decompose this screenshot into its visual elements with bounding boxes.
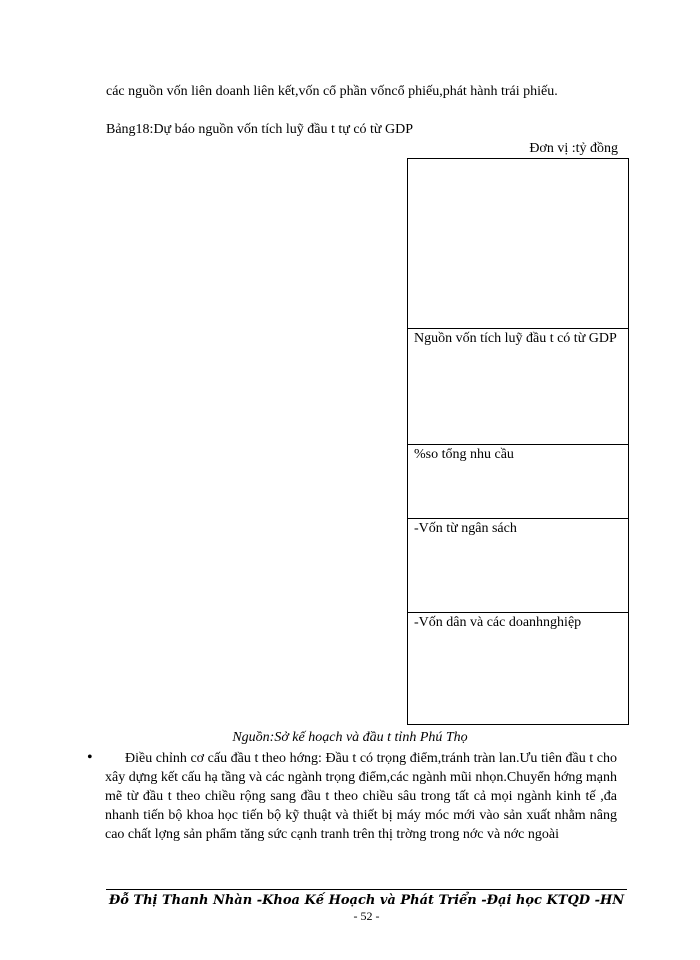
table-row [408, 328, 628, 444]
body-paragraph: Điều chỉnh cơ cấu đầu t theo hớng: Đầu t có trọng điểm,tránh tràn lan.Ưu tiên đầu t cho xây dựng kết cấu hạ tầng và các ngành trọng điểm,các ngành mũi nhọn.Chuyển hớng mạnh mẽ từ đầu t theo chiều rộng sang đầu t theo chiều sâu trong tất cả mọi ngành kinh tế ,đa nhanh tiến bộ khoa học tiến bộ kỹ thuật và thiết bị máy móc mới vào sản xuất nhằm nâng cao chất lợng sản phẩm tăng sức cạnh tranh trên thị trờng trong nớc và nớc ngoài [105, 751, 617, 842]
page-number: - 52 - [353, 909, 380, 923]
table-caption: Bảng18:Dự báo nguồn vốn tích luỹ đầu t tự có từ GDP [106, 122, 414, 137]
table-source: Nguồn:Sở kế hoạch và đầu t tỉnh Phú Thọ [232, 730, 468, 745]
footer-text: Đỗ Thị Thanh Nhàn -Khoa Kế Hoạch và Phát Triển -Đại học KTQD -HN [108, 893, 625, 908]
table-row-label: -Vốn dân và các doanhnghiệp [414, 615, 582, 630]
table-unit: Đơn vị :tỷ đồng [529, 141, 618, 156]
table-row-label: Nguồn vốn tích luỹ đầu t có từ GDP [414, 331, 617, 346]
bullet-icon: • [87, 749, 93, 766]
footer-divider [106, 889, 627, 890]
forecast-table [407, 158, 629, 725]
table-row [408, 444, 628, 518]
table-row-label: %so tổng nhu cầu [414, 447, 514, 462]
intro-paragraph: các nguồn vốn liên doanh liên kết,vốn cổ phần vốncổ phiếu,phát hành trái phiếu. [106, 84, 558, 99]
table-row-label: -Vốn từ ngân sách [414, 521, 517, 536]
table-row [408, 518, 628, 612]
table-row [408, 612, 628, 725]
